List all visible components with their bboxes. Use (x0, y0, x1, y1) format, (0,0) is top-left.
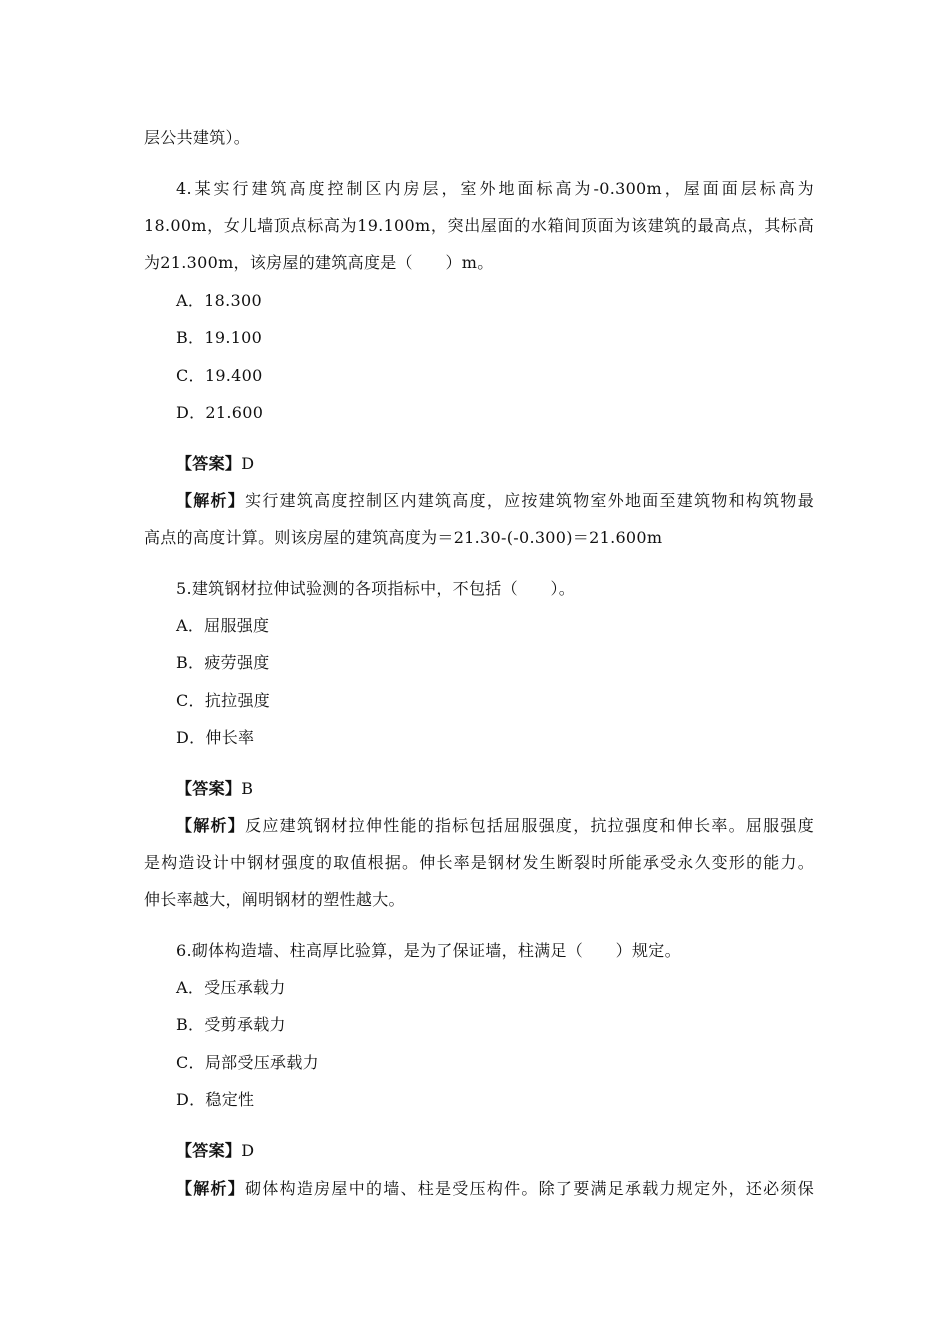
analysis-label: 【解析】 (176, 1179, 246, 1198)
question-6-option-a: A．受压承载力 (176, 978, 286, 997)
intro-line: 层公共建筑）。 (144, 128, 251, 147)
question-4-line-2: 18.00m，女儿墙顶点标高为19.100m，突出屋面的水箱间顶面为该建筑的最高点，其标高 (144, 216, 814, 235)
question-4-option-c: C．19.400 (176, 366, 263, 385)
question-6-option-d: D．稳定性 (176, 1090, 255, 1109)
question-6-answer (176, 1139, 814, 1163)
analysis-label: 【解析】 (176, 491, 246, 510)
question-5-analysis-line-2: 是构造设计中钢材强度的取值根据。伸长率是钢材发生断裂时所能承受永久变形的能力。 (144, 853, 814, 872)
answer-label: 【答案】 (176, 779, 242, 798)
answer-value: D (241, 454, 255, 473)
question-5-option-a: A．屈服强度 (176, 616, 270, 635)
question-6-option-b: B．受剪承载力 (176, 1015, 286, 1034)
question-6-line-1: 6.砌体构造墙、柱高厚比验算，是为了保证墙，柱满足（ ）规定。 (176, 941, 681, 960)
question-5-option-d: D．伸长率 (176, 728, 255, 747)
analysis-text: 砌体构造房屋中的墙、柱是受压构件。除了要满足承载力规定外，还必须保 (245, 1179, 814, 1198)
question-5-analysis-line-3: 伸长率越大，阐明钢材的塑性越大。 (144, 890, 405, 909)
question-6-option-c: C．局部受压承载力 (176, 1053, 319, 1072)
answer-label: 【答案】 (176, 1141, 242, 1160)
question-4-option-b: B．19.100 (176, 328, 263, 347)
analysis-text: 实行建筑高度控制区内建筑高度，应按建筑物室外地面至建筑物和构筑物最 (245, 491, 814, 510)
question-4-option-a: A．18.300 (176, 291, 262, 310)
answer-label: 【答案】 (176, 454, 242, 473)
question-4-analysis-line-1 (176, 489, 814, 513)
question-5-option-c: C．抗拉强度 (176, 691, 271, 710)
question-4-option-d: D．21.600 (176, 403, 264, 422)
question-4-line-3: 为21.300m，该房屋的建筑高度是（ ）m。 (144, 253, 494, 272)
analysis-text: 反应建筑钢材拉伸性能的指标包括屈服强度，抗拉强度和伸长率。屈服强度 (245, 816, 814, 835)
question-4-analysis-line-2: 高点的高度计算。则该房屋的建筑高度为＝21.30-(-0.300)＝21.600m (144, 528, 663, 547)
analysis-label: 【解析】 (176, 816, 246, 835)
question-4-answer (176, 452, 814, 476)
answer-value: D (241, 1141, 255, 1160)
question-4-line-1: 4.某实行建筑高度控制区内房层，室外地面标高为-0.300m，屋面面层标高为 (176, 179, 814, 198)
question-5-line-1: 5.建筑钢材拉伸试验测的各项指标中，不包括（ ）。 (176, 579, 576, 598)
answer-value: B (241, 779, 254, 798)
question-5-option-b: B．疲劳强度 (176, 653, 270, 672)
question-5-analysis-line-1 (176, 814, 814, 838)
question-6-analysis-line-1 (176, 1177, 814, 1201)
question-5-answer (176, 777, 814, 801)
